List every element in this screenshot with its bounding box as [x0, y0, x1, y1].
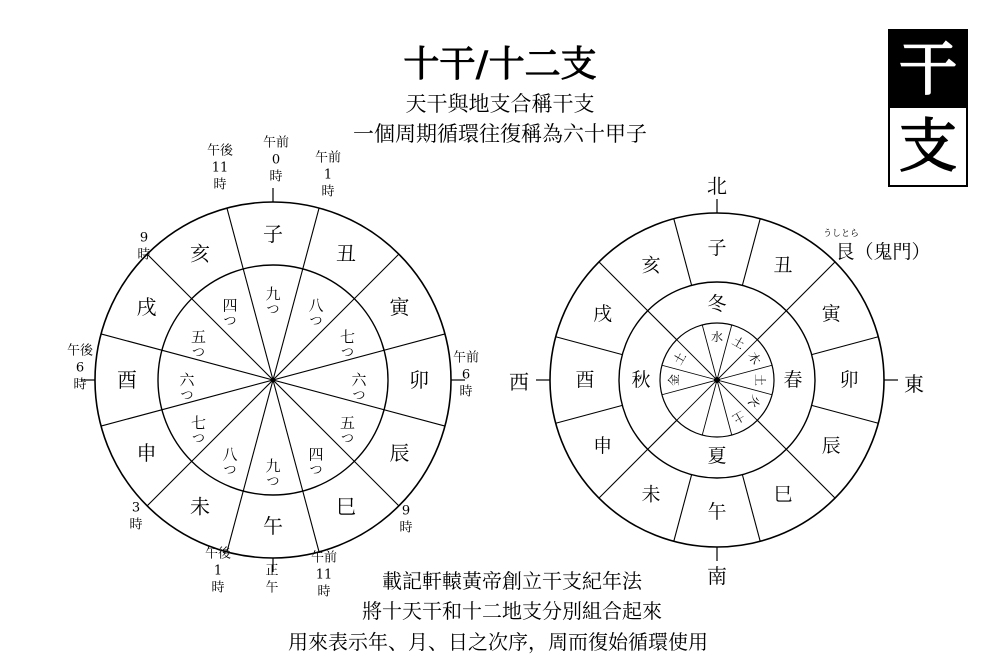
left-branch-label: 丑: [336, 241, 356, 266]
left-branch-label: 子: [263, 222, 283, 246]
time-label-11h: 時: [317, 584, 331, 600]
time-label-21h: 9: [139, 230, 149, 246]
right-season-label: 春: [783, 369, 803, 391]
right-element-label: 火: [745, 392, 764, 411]
left-count-label: 五: [339, 414, 355, 432]
left-count-kana: つ: [223, 462, 237, 478]
left-center-dot: [271, 378, 275, 382]
time-label-1h: 午前: [314, 150, 342, 166]
time-label-18h: 午後: [66, 343, 94, 359]
right-season-label: 秋: [631, 369, 651, 391]
left-count-kana: つ: [266, 474, 280, 490]
footer-line-1: 載記軒轅黃帝創立干支紀年法: [382, 569, 642, 593]
left-count-label: 八: [308, 296, 324, 315]
page-title: 十干/十二支: [403, 44, 597, 85]
right-season-divider: [757, 311, 786, 340]
right-center-dot: [714, 377, 720, 383]
right-element-label: 金: [667, 373, 681, 387]
time-label-13h: 午後: [204, 546, 232, 562]
right-outer-spoke: [674, 219, 692, 286]
time-label-noon: 正: [265, 563, 279, 579]
left-count-kana: つ: [309, 314, 323, 330]
left-count-label: 九: [265, 285, 281, 303]
time-label-9h-am: 時: [399, 520, 413, 536]
left-count-label: 四: [222, 296, 238, 315]
right-outer-spoke: [812, 405, 879, 423]
left-count-label: 六: [351, 371, 367, 389]
left-count-kana: つ: [223, 314, 237, 330]
left-count-kana: つ: [340, 431, 354, 447]
time-label-11h: 11: [315, 567, 333, 583]
footer-line-3: 用來表示年、月、日之次序，周而復始循環使用: [288, 630, 708, 654]
right-outer-spoke: [812, 337, 879, 355]
right-element-label: 土: [753, 373, 767, 387]
right-outer-spoke: [742, 219, 760, 286]
time-label-15h: 3: [131, 500, 141, 516]
badge-bottom-char: 支: [898, 112, 957, 180]
direction-east: 東: [904, 372, 924, 396]
right-element-label: 土: [729, 408, 748, 427]
right-branch-label: 卯: [839, 369, 859, 391]
left-count-label: 六: [179, 371, 195, 389]
right-element-label: 土: [729, 333, 748, 352]
left-count-kana: つ: [180, 388, 194, 404]
right-branch-label: 子: [707, 237, 727, 259]
right-branch-label: 午: [707, 501, 727, 523]
time-label-23h: 時: [213, 177, 227, 193]
right-season-divider: [648, 311, 677, 340]
time-label-0h: 時: [269, 169, 283, 185]
left-count-kana: つ: [192, 431, 206, 447]
right-branch-label: 亥: [641, 254, 661, 277]
left-branch-label: 巳: [336, 494, 356, 519]
time-label-6h: 時: [459, 384, 473, 400]
right-element-label: 土: [670, 349, 689, 368]
time-label-23h: 11: [211, 160, 229, 176]
left-branch-label: 午: [263, 514, 283, 538]
right-inner-spoke: [702, 380, 717, 435]
right-season-label: 冬: [707, 293, 727, 315]
left-branch-label: 酉: [117, 368, 137, 392]
left-branch-label: 戌: [136, 295, 157, 319]
time-label-0h: 午前: [262, 135, 290, 151]
left-count-kana: つ: [192, 345, 206, 361]
time-label-13h: 時: [211, 580, 225, 596]
ushitora-ruby: うしとら: [822, 229, 860, 239]
right-outer-spoke: [674, 475, 692, 542]
direction-south: 南: [707, 564, 727, 588]
left-count-kana: つ: [340, 345, 354, 361]
left-count-label: 七: [191, 414, 207, 432]
right-branch-label: 巳: [773, 483, 793, 506]
right-outer-spoke: [556, 337, 623, 355]
left-branch-label: 辰: [389, 441, 410, 465]
left-count-kana: つ: [266, 302, 280, 318]
right-season-label: 夏: [707, 445, 727, 467]
time-label-0h: 0: [271, 152, 281, 168]
right-branch-label: 酉: [575, 369, 595, 391]
left-count-label: 九: [265, 457, 281, 475]
left-count-kana: つ: [309, 462, 323, 478]
left-branch-label: 卯: [409, 368, 429, 392]
left-branch-label: 亥: [190, 241, 210, 266]
right-outer-spoke: [742, 475, 760, 542]
right-branch-label: 辰: [821, 435, 841, 457]
right-element-label: 水: [710, 330, 724, 344]
left-count-label: 四: [308, 445, 324, 464]
left-count-label: 八: [222, 445, 238, 464]
footer-line-2: 將十天干和十二地支分別組合起來: [362, 599, 662, 623]
right-inner-spoke: [677, 380, 717, 420]
right-branch-label: 戌: [593, 303, 613, 325]
time-label-1h: 時: [321, 184, 335, 200]
time-label-1h: 1: [323, 167, 333, 183]
left-branch-label: 未: [190, 494, 210, 519]
right-element-label: 木: [745, 349, 764, 368]
right-season-divider: [648, 420, 677, 449]
right-branch-label: 未: [641, 483, 661, 506]
time-label-6h: 6: [461, 367, 471, 383]
left-branch-label: 申: [136, 441, 157, 465]
right-inner-spoke: [717, 380, 732, 435]
subtitle-line-1: 天干與地支合稱干支: [405, 92, 595, 116]
time-label-13h: 1: [213, 563, 223, 579]
time-label-21h: 時: [137, 247, 151, 263]
left-count-label: 五: [191, 328, 207, 346]
direction-west: 西: [509, 370, 529, 394]
time-label-23h: 午後: [206, 143, 234, 159]
time-label-18h: 時: [73, 377, 87, 393]
left-count-label: 七: [339, 328, 355, 346]
time-label-9h-am: 9: [401, 503, 411, 519]
subtitle-line-2: 一個周期循環往復稱為六十甲子: [353, 122, 647, 146]
time-label-6h: 午前: [452, 350, 480, 366]
time-label-11h: 午前: [310, 550, 338, 566]
right-outer-spoke: [556, 405, 623, 423]
direction-north: 北: [707, 174, 727, 198]
badge-top-char: 干: [890, 31, 966, 108]
time-label-15h: 時: [129, 517, 143, 533]
right-season-divider: [757, 420, 786, 449]
right-branch-label: 申: [593, 435, 613, 457]
right-branch-label: 寅: [821, 303, 841, 325]
left-branch-label: 寅: [389, 295, 410, 319]
ushitora-label: 艮（鬼門）: [835, 241, 931, 263]
time-label-noon: 午: [265, 580, 279, 596]
right-branch-label: 丑: [773, 254, 793, 277]
left-count-kana: つ: [352, 388, 366, 404]
time-label-18h: 6: [75, 360, 85, 376]
